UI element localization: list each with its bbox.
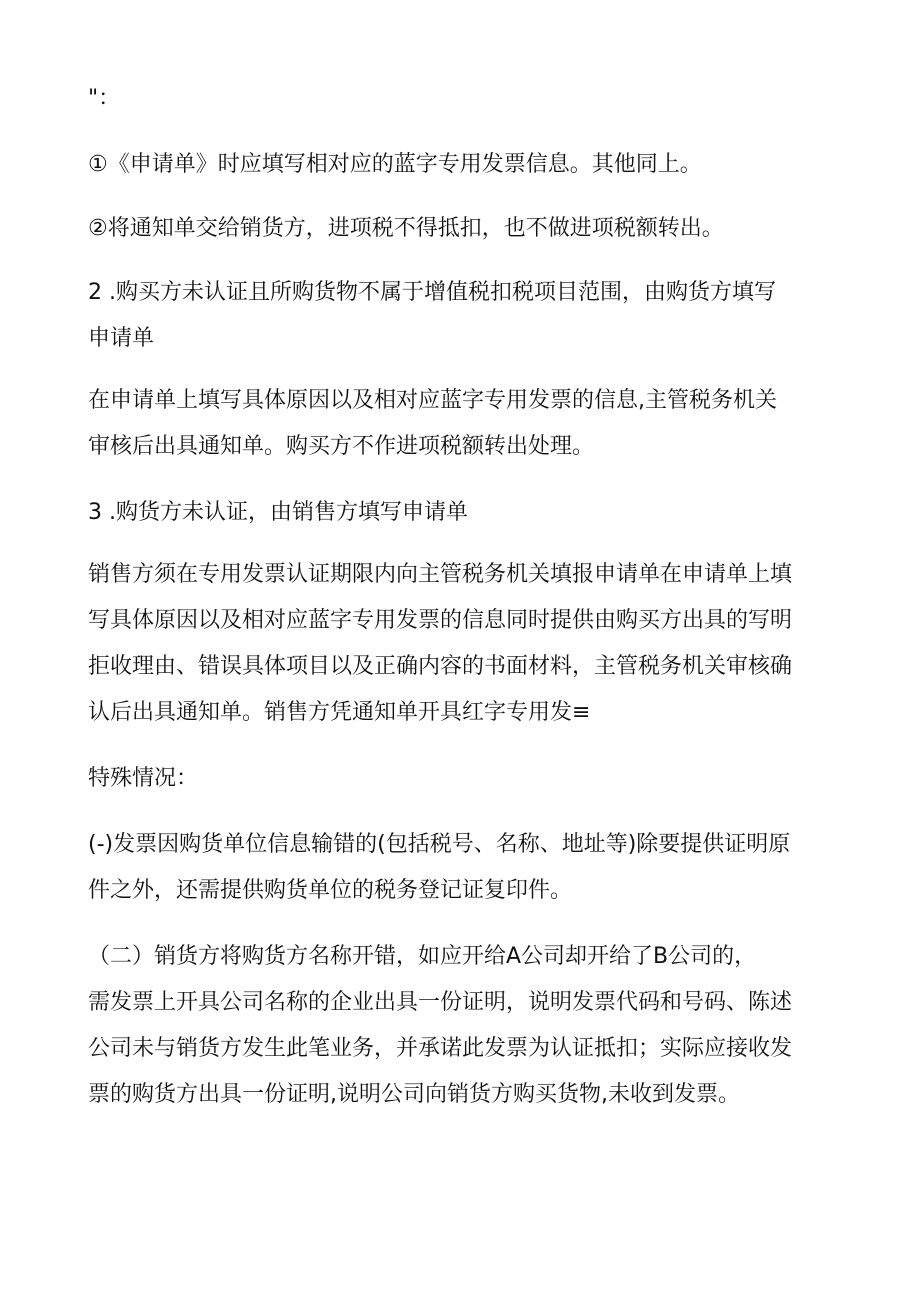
text-line: 认后出具通知单。销售方凭通知单开具红字专用发≡	[88, 700, 591, 725]
text-line: （二）销货方将购货方名称开错，如应开给A公司却开给了B公司的，	[88, 944, 757, 969]
text-line: "：	[88, 86, 121, 111]
paragraph-item-1	[88, 142, 848, 188]
text-line: 件之外，还需提供购货单位的税务登记证复印件。	[88, 878, 573, 903]
paragraph-item-2	[88, 206, 848, 252]
text-line: (-)发票因购货单位信息输错的(包括税号、名称、地址等)除要提供证明原	[88, 832, 791, 857]
paragraph-body	[88, 822, 848, 914]
text-line: 在申请单上填写具体原因以及相对应蓝字专用发票的信息,主管税务机关	[88, 388, 777, 413]
text-line: 拒收理由、错误具体项目以及正确内容的书面材料，主管税务机关审核确	[88, 654, 793, 679]
text-line: 2 .购买方未认证且所购货物不属于增值税扣税项目范围，由购货方填写	[88, 280, 776, 305]
paragraph-body	[88, 378, 848, 470]
paragraph-quote	[88, 76, 848, 122]
text-line: 写具体原因以及相对应蓝字专用发票的信息同时提供由购买方出具的写明	[88, 608, 793, 633]
paragraph-body	[88, 552, 848, 736]
text-line: 需发票上开具公司名称的企业出具一份证明，说明发票代码和号码、陈述	[88, 990, 793, 1015]
text-line: 公司未与销货方发生此笔业务，并承诺此发票为认证抵扣；实际应接收发	[88, 1036, 793, 1061]
text-line: 票的购货方出具一份证明,说明公司向销货方购买货物,未收到发票。	[88, 1082, 740, 1107]
document-page	[88, 76, 848, 1138]
text-line: ①《申请单》时应填写相对应的蓝字专用发票信息。其他同上。	[88, 152, 702, 177]
section-heading-2	[88, 270, 848, 362]
text-line: 销售方须在专用发票认证期限内向主管税务机关填报申请单在申请单上填	[88, 562, 793, 587]
text-line: 审核后出具通知单。购买方不作进项税额转出处理。	[88, 434, 595, 459]
section-heading-3	[88, 490, 848, 536]
text-line: 特殊情况：	[88, 766, 199, 791]
paragraph-body	[88, 934, 848, 1118]
text-line: 申请单	[88, 326, 155, 351]
special-cases-heading	[88, 756, 848, 802]
text-line: 3 .购货方未认证，由销售方填写申请单	[88, 500, 468, 525]
text-line: ②将通知单交给销货方，进项税不得抵扣，也不做进项税额转出。	[88, 216, 724, 241]
